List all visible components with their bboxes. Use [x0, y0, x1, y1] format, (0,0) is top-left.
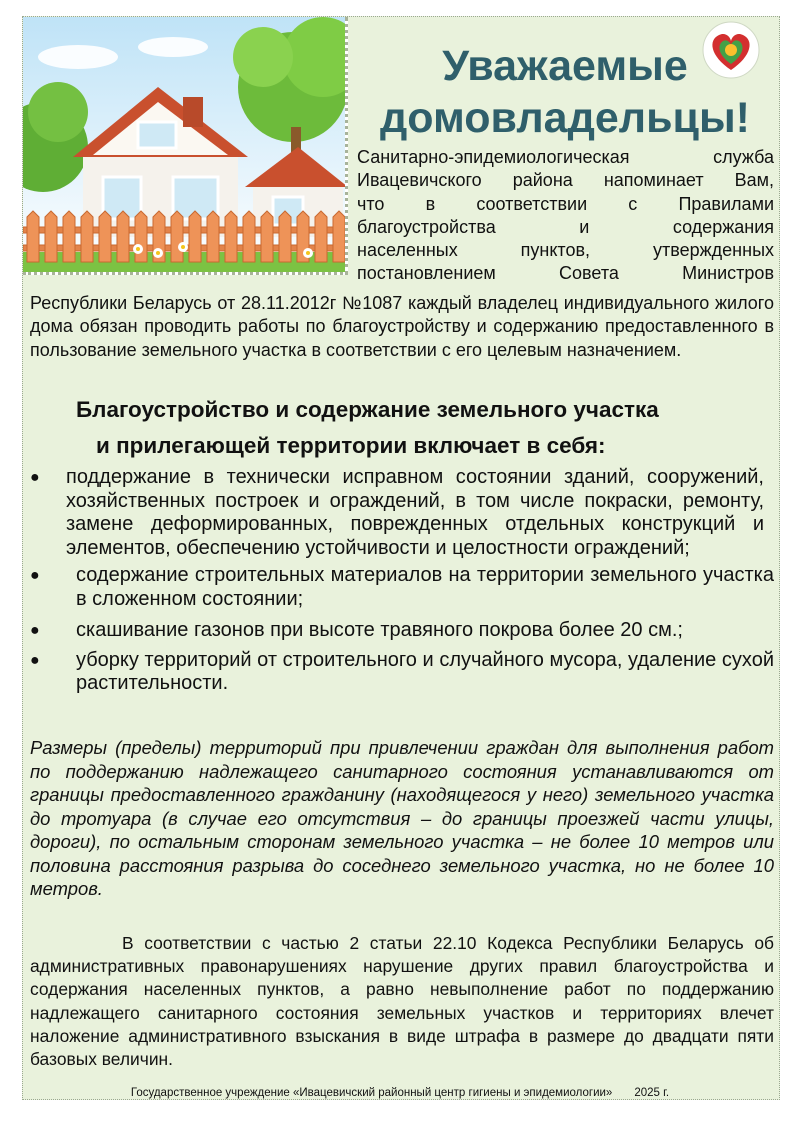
intro-line: Ивацевичского района напоминает Вам,	[357, 170, 774, 191]
bullet-icon: ●	[30, 469, 40, 486]
intro-line: постановлением Совета Министров	[357, 263, 774, 284]
list-item	[30, 466, 774, 560]
house-with-fence-icon	[23, 17, 348, 275]
intro-text-full: Республики Беларусь от 28.11.2012г №1087 каждый владелец индивидуального жилого дома обязан проводить работы по благоустройству и содержанию предоставленного в пользование земельного участка в соответствии с его целевым назначением.	[30, 293, 774, 360]
territory-size-text: Размеры (пределы) территорий при привлечении граждан для выполнения работ по поддержанию надлежащего санитарного состояния устанавливаются от границы предоставленного гражданину (находящегося у него) земельного участка до тротуара (в случае его отсутствия – до границы проезжей части улицы, дороги), по остальным сторонам земельного участка – не более 10 метров или половина расстояния разрыва до соседнего земельного участка, но не более 10 метров.	[30, 737, 774, 899]
list-item	[30, 564, 774, 611]
title-line-1: Уважаемые	[442, 42, 688, 90]
penalty-text: В соответствии с частью 2 статьи 22.10 Кодекса Республики Беларусь об административных правонарушениях нарушение других правил благоустройства и содержания населенных пунктов, а равно невыполнение работ по поддержанию надлежащего санитарного состояния земельных участков и территориях влечет наложение административного взыскания в виде штрафа в размере до двадцати пяти базовых величин.	[30, 933, 774, 1070]
intro-line: благоустройства и содержания	[357, 216, 774, 237]
footer-year: 2025 г.	[634, 1087, 670, 1099]
list-item	[30, 649, 774, 696]
footer-organization: Государственное учреждение «Ивацевичский районный центр гигиены и эпидемиологии»	[130, 1087, 613, 1099]
list-item-text: поддержание в технически исправном состоянии зданий, сооружений, хозяйственных построек и ограждений, в том числе покраски, ремонту, замене деформированных, поврежденных отдельных конструкций и элементов, обеспечению устойчивости и целостности ограждений;	[66, 466, 764, 559]
bullet-icon: ●	[30, 567, 40, 584]
section-heading	[30, 392, 774, 464]
list-item-text: содержание строительных материалов на территории земельного участка в сложенном состоянии;	[76, 564, 774, 610]
intro-text-right	[357, 146, 774, 286]
intro-line: что в соответствии с Правилами	[357, 193, 774, 214]
list-item-text: скашивание газонов при высоте травяного покрова более 20 см.;	[76, 619, 683, 641]
section-heading-line-2: и прилегающей территории включает в себя:	[96, 433, 606, 458]
bullet-icon: ●	[30, 622, 40, 639]
bullet-icon: ●	[30, 651, 40, 669]
section-heading-line-1: Благоустройство и содержание земельного участка	[76, 397, 659, 422]
footer	[0, 1087, 800, 1099]
requirements-list	[30, 466, 774, 696]
list-item	[30, 619, 774, 643]
heart-logo-icon	[700, 20, 762, 80]
intro-line: населенных пунктов, утвержденных	[357, 240, 774, 261]
title-line-2: домовладельцы!	[379, 94, 751, 142]
intro-line: Санитарно-эпидемиологическая служба	[357, 147, 774, 167]
list-item-text: уборку территорий от строительного и случайного мусора, удаление сухой растительности.	[76, 648, 774, 694]
